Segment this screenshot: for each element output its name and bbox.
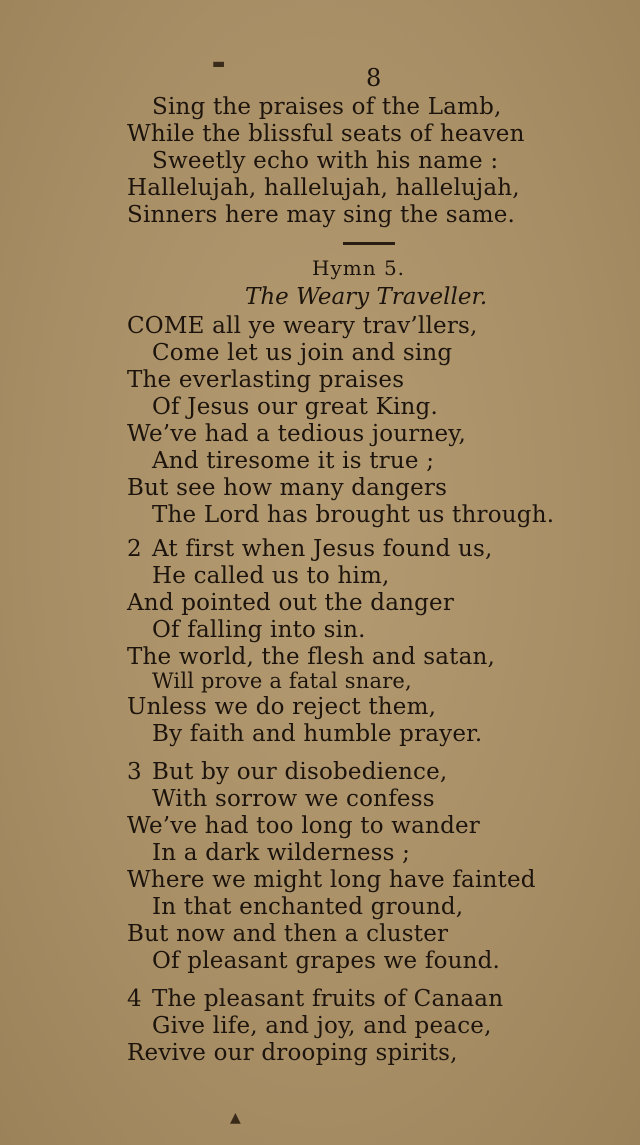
verse-line: We’ve had a tedious journey, — [127, 421, 466, 447]
verse-line: Of pleasant grapes we found. — [152, 948, 501, 974]
verse-line: We’ve had too long to wander — [127, 813, 481, 839]
verse-line: Sweetly echo with his name : — [152, 148, 499, 174]
verse-line: By faith and humble prayer. — [152, 721, 483, 747]
verse-line: Of falling into sin. — [152, 617, 366, 643]
verse-line: Unless we do reject them, — [127, 694, 437, 720]
verse-line: The Lord has brought us through. — [152, 502, 555, 528]
verse-line: Of Jesus our great King. — [152, 394, 438, 420]
verse-line: Sinners here may sing the same. — [127, 202, 516, 228]
verse-line: Come let us join and sing — [152, 340, 453, 366]
section-divider — [343, 242, 395, 245]
verse-line: In that enchanted ground, — [152, 894, 464, 920]
verse-line: Will prove a fatal snare, — [152, 669, 412, 693]
verse-line: He called us to him, — [152, 563, 390, 589]
verse-line: At first when Jesus found us, — [152, 536, 493, 562]
verse-line: Sing the praises of the Lamb, — [152, 94, 502, 120]
verse-line: But now and then a cluster — [127, 921, 449, 947]
verse-number: 3 — [127, 759, 142, 785]
page-number: 8 — [366, 64, 382, 92]
verse-line: And pointed out the danger — [127, 590, 455, 616]
verse-line: COME all ye weary trav’llers, — [127, 313, 478, 339]
verse-line: And tiresome it is true ; — [152, 448, 435, 474]
verse-line: While the blissful seats of heaven — [127, 121, 525, 147]
hymn-title: Hymn 5. — [312, 256, 406, 280]
verse-line: Give life, and joy, and peace, — [152, 1013, 492, 1039]
verse-line: Where we might long have fainted — [127, 867, 536, 893]
verse-number: 4 — [127, 986, 142, 1012]
verse-line: The pleasant fruits of Canaan — [152, 986, 504, 1012]
verse-line: With sorrow we confess — [152, 786, 435, 812]
ink-speck: ▬ — [212, 56, 226, 72]
verse-line: The everlasting praises — [127, 367, 405, 393]
verse-line: The world, the flesh and satan, — [127, 644, 496, 670]
hymn-subtitle: The Weary Traveller. — [245, 284, 488, 310]
verse-line: But see how many dangers — [127, 475, 448, 501]
verse-number: 2 — [127, 536, 142, 562]
verse-line: But by our disobedience, — [152, 759, 448, 785]
verse-line: Hallelujah, hallelujah, hallelujah, — [127, 175, 520, 201]
ink-speck: ▲ — [230, 1110, 241, 1126]
verse-line: Revive our drooping spirits, — [127, 1040, 458, 1066]
verse-line: In a dark wilderness ; — [152, 840, 411, 866]
